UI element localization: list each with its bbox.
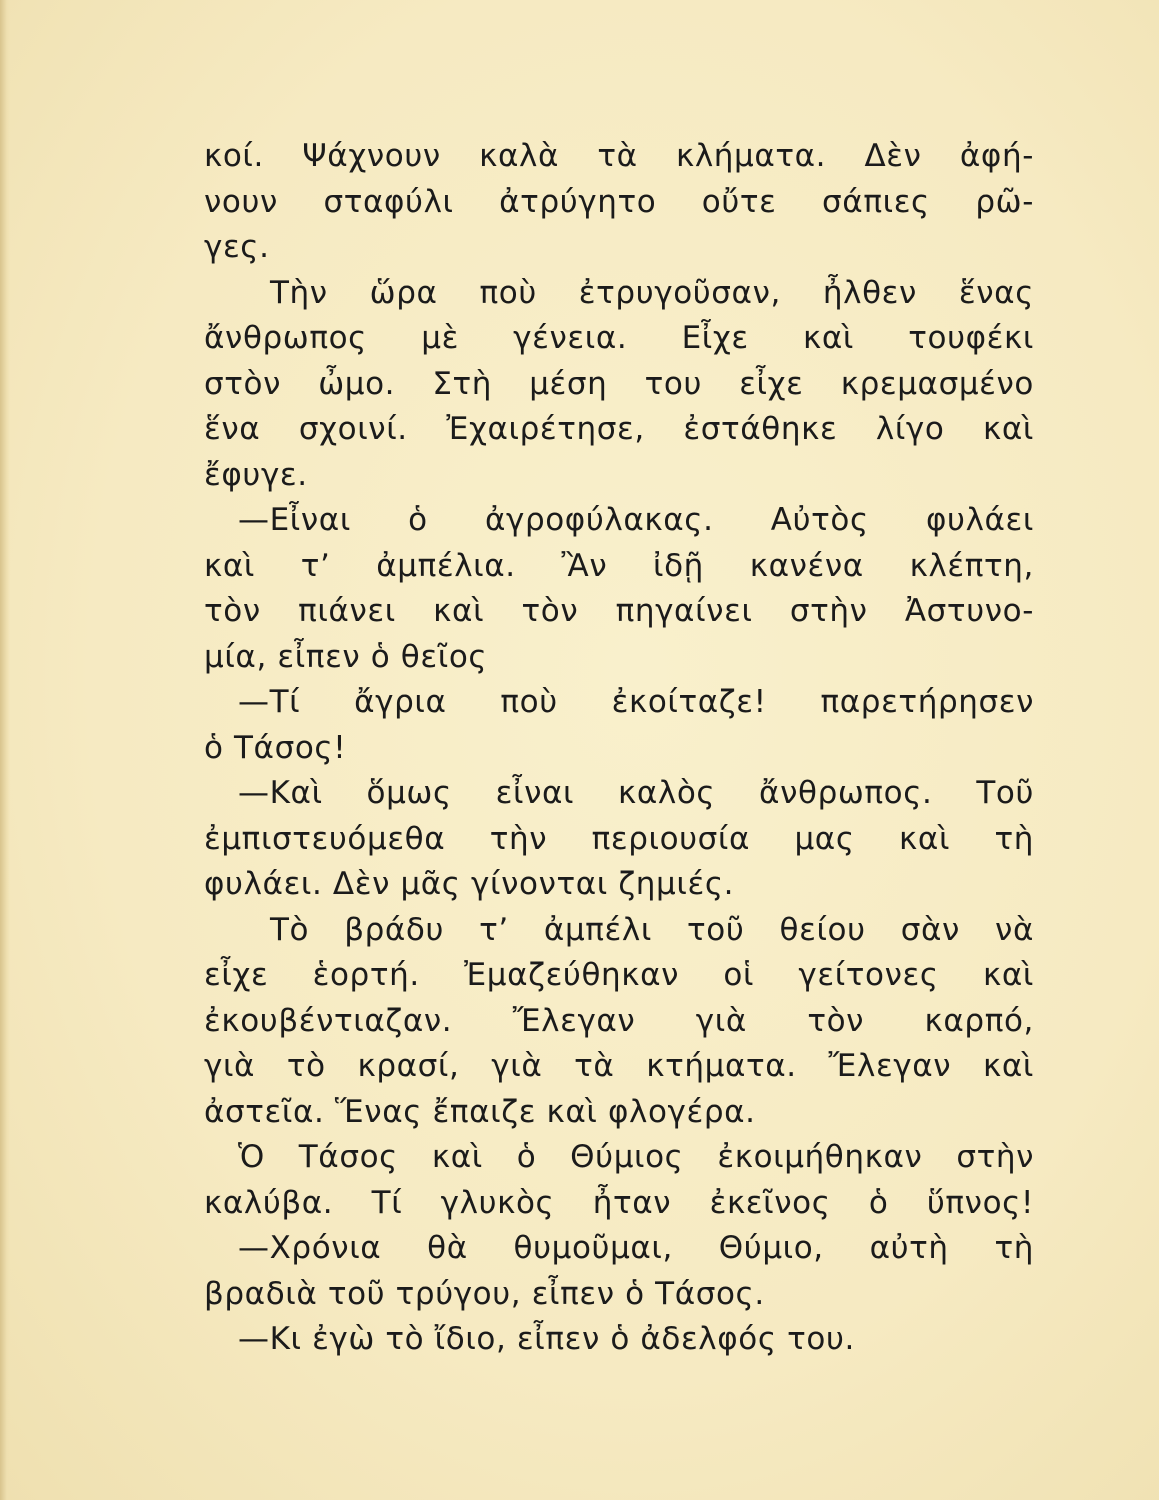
text-line: μία, εἶπεν ὁ θεῖος [204,638,488,675]
text-line: καλύβα. Τί γλυκὸς ἦταν ἐκεῖνος ὁ ὕπνος! [204,1184,1034,1221]
text-line: φυλάει. Δὲν μᾶς γίνονται ζημιές. [204,866,735,902]
page-binding-edge [0,0,10,1500]
text-line: στὸν ὦμο. Στὴ μέση του εἶχε κρεμασμένο [204,365,1034,402]
text-line: γιὰ τὸ κρασί, γιὰ τὰ κτήματα. Ἔλεγαν καὶ [204,1048,1034,1084]
text-line: ἐμπιστευόμεθα τὴν περιουσία μας καὶ τὴ [204,820,1034,857]
text-line: κοί. Ψάχνουν καλὰ τὰ κλήματα. Δὲν ἀφή- [204,138,1034,174]
text-line: εἶχε ἑορτή. Ἐμαζεύθηκαν οἱ γείτονες καὶ [204,957,1034,993]
text-line: ἀστεῖα. Ἕνας ἔπαιζε καὶ φλογέρα. [204,1093,756,1130]
text-line: ἄνθρωπος μὲ γένεια. Εἶχε καὶ τουφέκι [204,320,1034,356]
text-line: τὸν πιάνει καὶ τὸν πηγαίνει στὴν Ἀστυνο- [204,593,1034,629]
text-line: βραδιὰ τοῦ τρύγου, εἶπεν ὁ Τάσος. [204,1275,765,1312]
text-line: γες. [204,229,270,265]
text-line: ἐκουβέντιαζαν. Ἔλεγαν γιὰ τὸν καρπό, [204,1002,1034,1039]
text-line: Τὸ βράδυ τ’ ἀμπέλι τοῦ θείου σὰν νὰ [270,911,1034,948]
text-line: Τὴν ὥρα ποὺ ἐτρυγοῦσαν, ἦλθεν ἕνας [270,274,1034,311]
text-line: καὶ τ’ ἀμπέλια. Ἂν ἰδῇ κανένα κλέπτη, [204,547,1034,584]
page-text-block [204,134,1034,1363]
text-line: ἕνα σχοινί. Ἐχαιρέτησε, ἐστάθηκε λίγο καὶ [204,411,1034,447]
text-line: —Τί ἄγρια ποὺ ἐκοίταζε! παρετήρησεν [238,684,1034,720]
text-line: —Εἶναι ὁ ἀγροφύλακας. Αὐτὸς φυλάει [238,502,1034,538]
text-line: —Χρόνια θὰ θυμοῦμαι, Θύμιο, αὐτὴ τὴ [238,1230,1034,1266]
text-line: —Καὶ ὅμως εἶναι καλὸς ἄνθρωπος. Τοῦ [238,775,1034,811]
text-line: νουν σταφύλι ἀτρύγητο οὔτε σάπιες ρῶ- [204,183,1034,220]
text-line: Ὁ Τάσος καὶ ὁ Θύμιος ἐκοιμήθηκαν στὴν [238,1139,1034,1175]
text-line: ἔφυγε. [204,456,308,493]
text-line: —Κι ἐγὼ τὸ ἴδιο, εἶπεν ὁ ἀδελφός του. [238,1321,855,1357]
text-line: ὁ Τάσος! [204,729,347,766]
